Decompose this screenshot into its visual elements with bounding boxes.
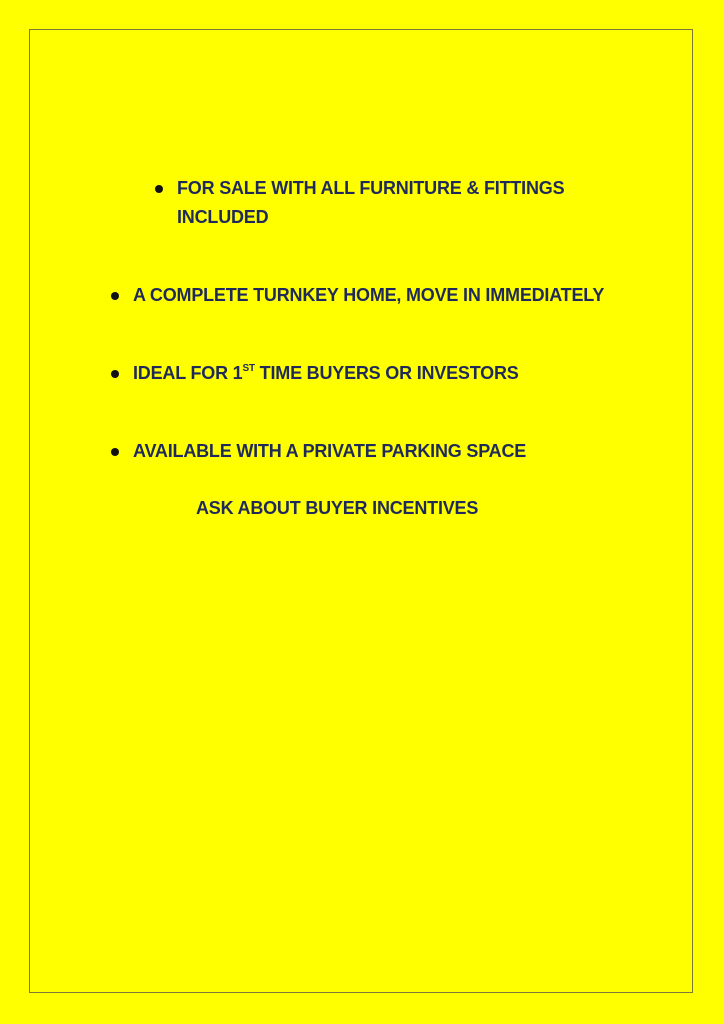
bullet-dot-icon bbox=[155, 185, 163, 193]
bullet-dot-icon bbox=[111, 448, 119, 456]
bullet-item-parking bbox=[111, 437, 671, 466]
bullet-text: FOR SALE WITH ALL FURNITURE & FITTINGS INCLUDED bbox=[177, 178, 565, 227]
bullet-text: A COMPLETE TURNKEY HOME, MOVE IN IMMEDIATELY bbox=[133, 285, 605, 305]
ordinal-superscript: ST bbox=[242, 363, 255, 374]
bullet-text bbox=[133, 359, 519, 388]
bullet-text: AVAILABLE WITH A PRIVATE PARKING SPACE bbox=[133, 441, 527, 461]
bullet-text-before: IDEAL FOR 1 bbox=[133, 363, 243, 383]
bullet-text-after: TIME BUYERS OR INVESTORS bbox=[254, 363, 519, 383]
bullet-item-buyers bbox=[111, 359, 671, 388]
bullet-dot-icon bbox=[111, 292, 119, 300]
bullet-item-turnkey bbox=[111, 281, 671, 310]
bullet-dot-icon bbox=[111, 370, 119, 378]
incentives-line: ASK ABOUT BUYER INCENTIVES bbox=[196, 498, 479, 518]
bullet-item-furniture bbox=[155, 174, 585, 232]
